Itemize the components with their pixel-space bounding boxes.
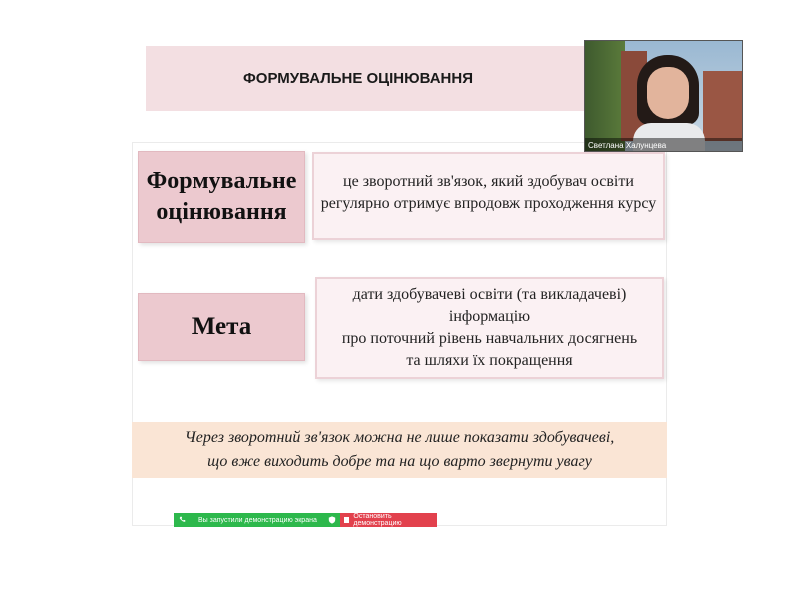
term-box-formative (138, 151, 305, 243)
definition-formative-line1: це зворотний зв'язок, який здобувач освіти (343, 173, 634, 190)
screen-share-status (174, 513, 340, 527)
definition-formative-line2: регулярно отримує впродовж проходження курсу (320, 195, 657, 212)
participant-video[interactable] (584, 40, 743, 152)
definition-box-goal (315, 277, 664, 379)
term-box-goal (138, 293, 305, 361)
stop-sharing-button[interactable] (340, 513, 437, 527)
term-formative-line2: оцінювання (156, 199, 287, 225)
definition-box-formative (312, 152, 665, 240)
quote-line1: Через зворотний зв'язок можна не лише показати здобувачеві, (184, 429, 615, 446)
phone-icon (179, 516, 186, 523)
definition-goal-line3: та шляхи їх покращення (406, 352, 573, 369)
term-formative-line1: Формувальне (146, 168, 297, 194)
slide-title-banner (146, 46, 584, 111)
shield-icon (328, 516, 336, 524)
screen-share-status-text: Вы запустили демонстрацию экрана (198, 516, 317, 524)
participant-face (647, 67, 689, 119)
term-goal-label: Мета (191, 313, 252, 340)
participant-name: Светлана Халунцева (588, 141, 667, 150)
screen-share-bar (174, 513, 437, 527)
quote-line2: що вже виходить добре та на що варто звернути увагу (207, 453, 592, 470)
definition-goal-line1: дати здобувачеві освіти (та викладачеві) інформацію (352, 286, 627, 325)
video-building-right (703, 71, 743, 141)
video-tree (585, 41, 625, 152)
definition-goal-line2: про поточний рівень навчальних досягнень (341, 330, 638, 347)
stop-icon (344, 517, 349, 523)
slide-title: ФОРМУВАЛЬНЕ ОЦІНЮВАННЯ (243, 70, 473, 87)
feedback-quote-box (132, 422, 667, 478)
stop-sharing-label: Остановить демонстрацию (353, 513, 402, 527)
